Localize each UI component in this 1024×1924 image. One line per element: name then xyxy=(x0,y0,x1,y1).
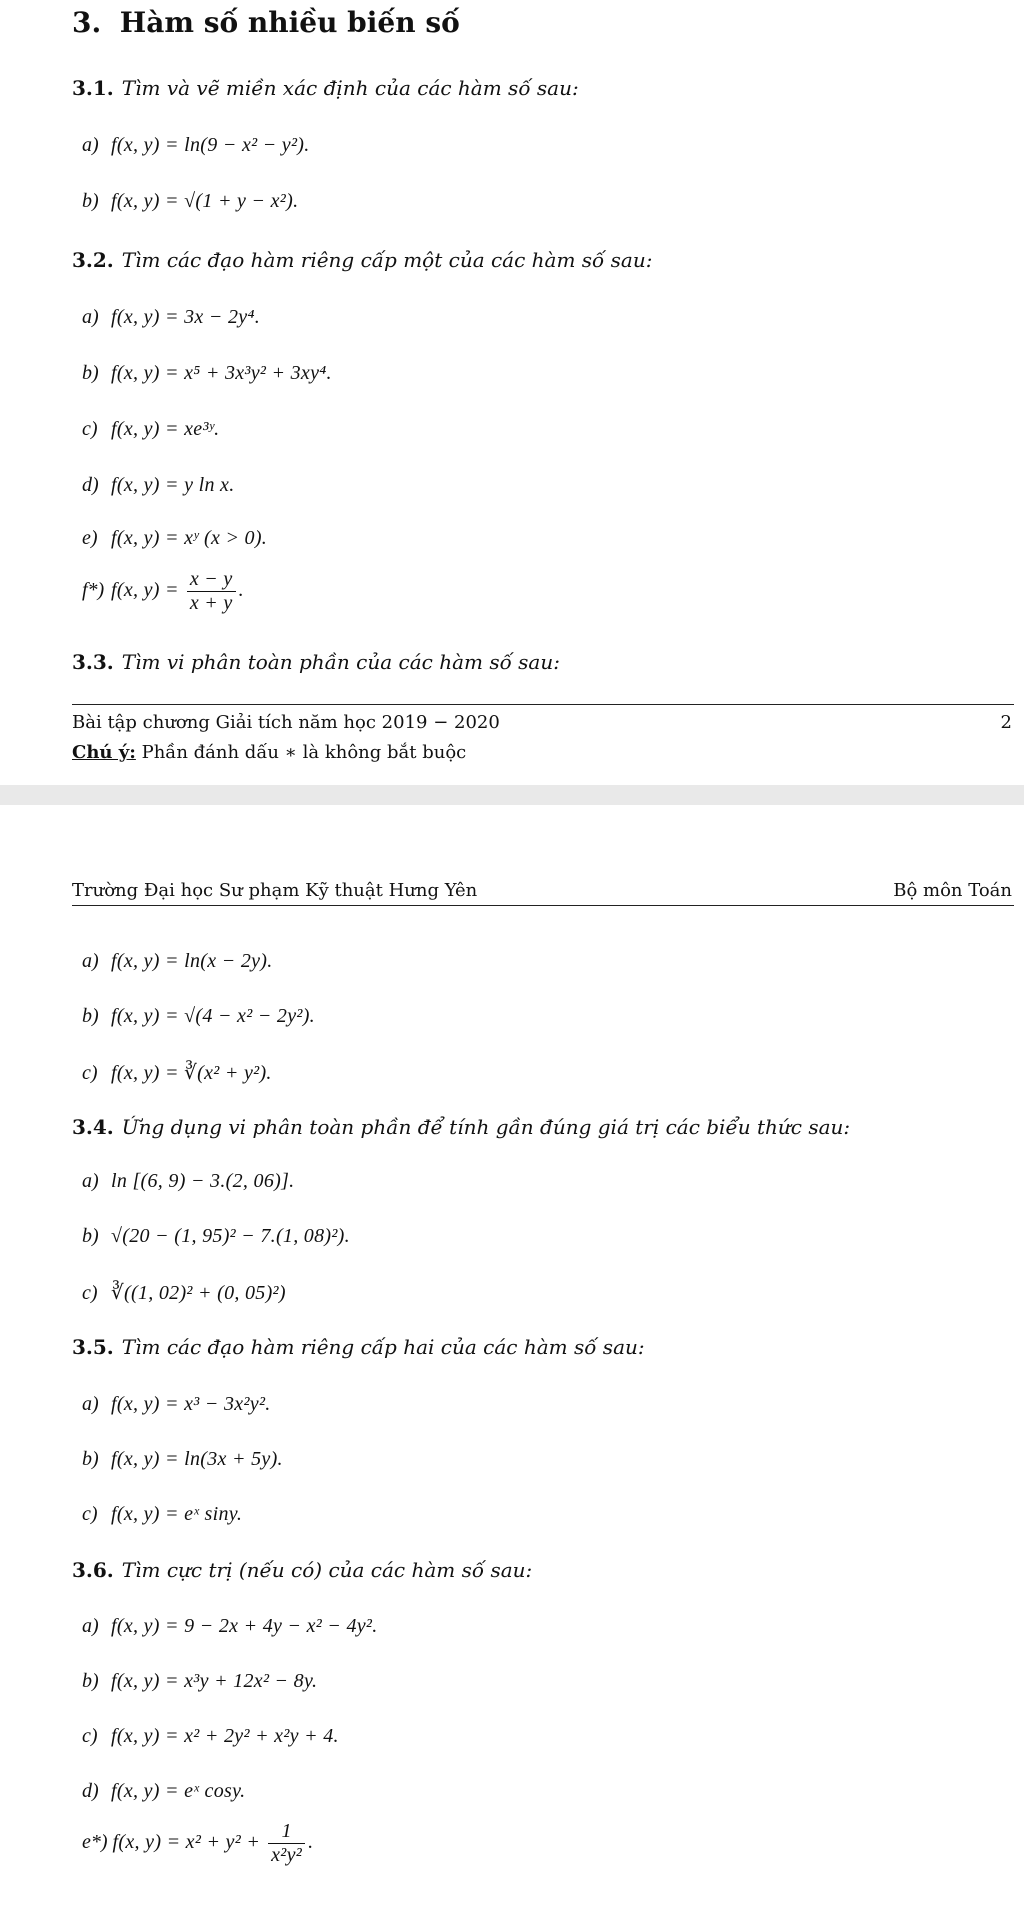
item-expression: f(x, y) = x⁵ + 3x³y² + 3xy⁴. xyxy=(111,362,332,384)
fraction-numerator: x − y xyxy=(187,568,236,592)
list-item xyxy=(82,1005,315,1028)
item-expression: f(x, y) = ln(9 − x² − y²). xyxy=(111,134,310,156)
item-label: b) xyxy=(82,1670,99,1692)
section-number: 3. xyxy=(72,6,102,39)
item-label: c) xyxy=(82,1725,98,1747)
item-expression: f(x, y) = y ln x. xyxy=(111,474,235,496)
fraction-denominator: x²y² xyxy=(271,1844,303,1866)
exercise-title: Tìm vi phân toàn phần của các hàm số sau: xyxy=(121,650,560,674)
item-expression: f(x, y) = ∛(x² + y²). xyxy=(111,1062,272,1084)
page-gap xyxy=(0,785,1024,805)
fraction-denominator: x + y xyxy=(189,592,233,614)
fraction xyxy=(268,1820,305,1867)
item-expression: f(x, y) = xyxy=(111,579,179,602)
item-label: b) xyxy=(82,362,99,384)
list-item xyxy=(82,190,298,213)
item-label: d) xyxy=(82,474,99,496)
item-label: b) xyxy=(82,1448,99,1470)
item-label: a) xyxy=(82,1170,99,1192)
item-expression: f(x, y) = ln(x − 2y). xyxy=(111,950,273,972)
item-expression: ∛((1, 02)² + (0, 05)²) xyxy=(111,1282,286,1304)
item-label: c) xyxy=(82,1503,98,1525)
list-item xyxy=(82,1225,350,1248)
item-label: d) xyxy=(82,1780,99,1802)
list-item xyxy=(82,1503,242,1526)
item-expression: f(x, y) = xe³ʸ. xyxy=(111,418,220,440)
exercise-3-6-heading xyxy=(72,1558,532,1582)
exercise-3-2-heading xyxy=(72,248,652,272)
exercise-3-3-heading xyxy=(72,650,560,674)
list-item xyxy=(82,1060,272,1085)
list-item xyxy=(82,1780,245,1803)
list-item xyxy=(82,1170,294,1193)
item-label: b) xyxy=(82,190,99,212)
fraction-numerator: 1 xyxy=(268,1820,305,1844)
item-expression: f(x, y) = x² + y² + xyxy=(112,1831,261,1854)
item-expression: ln [(6, 9) − 3.(2, 06)]. xyxy=(111,1170,295,1192)
list-item xyxy=(82,1820,313,1867)
item-expression: f(x, y) = eˣ siny. xyxy=(111,1503,243,1525)
list-item xyxy=(82,950,273,973)
exercise-title: Tìm các đạo hàm riêng cấp một của các hàm số sau: xyxy=(121,248,653,272)
note-label: Chú ý: xyxy=(72,742,136,763)
list-item xyxy=(82,474,235,497)
item-label: c) xyxy=(82,1282,98,1304)
list-item xyxy=(82,1280,286,1305)
exercise-number: 3.3. xyxy=(72,650,114,674)
item-label: b) xyxy=(82,1005,99,1027)
page-number: 2 xyxy=(1000,712,1012,733)
list-item xyxy=(82,306,260,329)
exercise-number: 3.2. xyxy=(72,248,114,272)
exercise-3-1-heading xyxy=(72,76,579,100)
section-heading xyxy=(72,6,460,39)
exercise-3-5-heading xyxy=(72,1335,645,1359)
exercise-3-4-heading xyxy=(72,1115,850,1139)
item-label: a) xyxy=(82,1615,99,1637)
page-1 xyxy=(0,0,1024,785)
list-item xyxy=(82,1615,378,1638)
item-label: f*) xyxy=(82,579,105,602)
footer-divider xyxy=(72,704,1014,705)
exercise-number: 3.6. xyxy=(72,1558,114,1582)
footer-note xyxy=(72,742,466,763)
list-item xyxy=(82,568,244,615)
item-label: e*) xyxy=(82,1831,108,1854)
item-expression-suffix: . xyxy=(308,1831,314,1854)
exercise-title: Tìm cực trị (nếu có) của các hàm số sau: xyxy=(121,1558,533,1582)
exercise-title: Tìm và vẽ miền xác định của các hàm số sau: xyxy=(121,76,579,100)
item-expression: f(x, y) = ln(3x + 5y). xyxy=(111,1448,283,1470)
section-title: Hàm số nhiều biến số xyxy=(119,6,460,39)
exercise-number: 3.1. xyxy=(72,76,114,100)
footer-course-info: Bài tập chương Giải tích năm học 2019 − 2020 xyxy=(72,712,500,733)
list-item xyxy=(82,527,267,550)
header-department: Bộ môn Toán xyxy=(893,880,1012,901)
page-2 xyxy=(0,805,1024,1924)
item-label: c) xyxy=(82,1062,98,1084)
item-expression: f(x, y) = x³y + 12x² − 8y. xyxy=(111,1670,318,1692)
item-expression: f(x, y) = 9 − 2x + 4y − x² − 4y². xyxy=(111,1615,378,1637)
item-label: b) xyxy=(82,1225,99,1247)
fraction xyxy=(187,568,236,615)
list-item xyxy=(82,1448,283,1471)
item-expression: f(x, y) = eˣ cosy. xyxy=(111,1780,246,1802)
list-item xyxy=(82,1670,317,1693)
item-label: a) xyxy=(82,134,99,156)
item-label: a) xyxy=(82,306,99,328)
list-item xyxy=(82,418,219,441)
item-expression-suffix: . xyxy=(238,579,244,602)
item-label: e) xyxy=(82,527,98,549)
item-label: a) xyxy=(82,1393,99,1415)
item-expression: f(x, y) = x³ − 3x²y². xyxy=(111,1393,271,1415)
exercise-number: 3.5. xyxy=(72,1335,114,1359)
exercise-number: 3.4. xyxy=(72,1115,114,1139)
header-divider xyxy=(72,905,1014,906)
item-label: c) xyxy=(82,418,98,440)
item-expression: f(x, y) = √(1 + y − x²). xyxy=(111,190,299,212)
note-text: Phần đánh dấu ∗ là không bắt buộc xyxy=(135,742,467,763)
item-label: a) xyxy=(82,950,99,972)
item-expression: f(x, y) = √(4 − x² − 2y²). xyxy=(111,1005,315,1027)
exercise-title: Ứng dụng vi phân toàn phần để tính gần đúng giá trị các biểu thức sau: xyxy=(121,1115,851,1139)
exercise-title: Tìm các đạo hàm riêng cấp hai của các hàm số sau: xyxy=(121,1335,645,1359)
list-item xyxy=(82,1393,271,1416)
list-item xyxy=(82,1725,339,1748)
list-item xyxy=(82,362,332,385)
header-university: Trường Đại học Sư phạm Kỹ thuật Hưng Yên xyxy=(72,880,478,901)
item-expression: f(x, y) = x² + 2y² + x²y + 4. xyxy=(111,1725,339,1747)
item-expression: f(x, y) = 3x − 2y⁴. xyxy=(111,306,261,328)
list-item xyxy=(82,134,310,157)
item-expression: f(x, y) = xʸ (x > 0). xyxy=(111,527,268,549)
item-expression: √(20 − (1, 95)² − 7.(1, 08)²). xyxy=(111,1225,350,1247)
